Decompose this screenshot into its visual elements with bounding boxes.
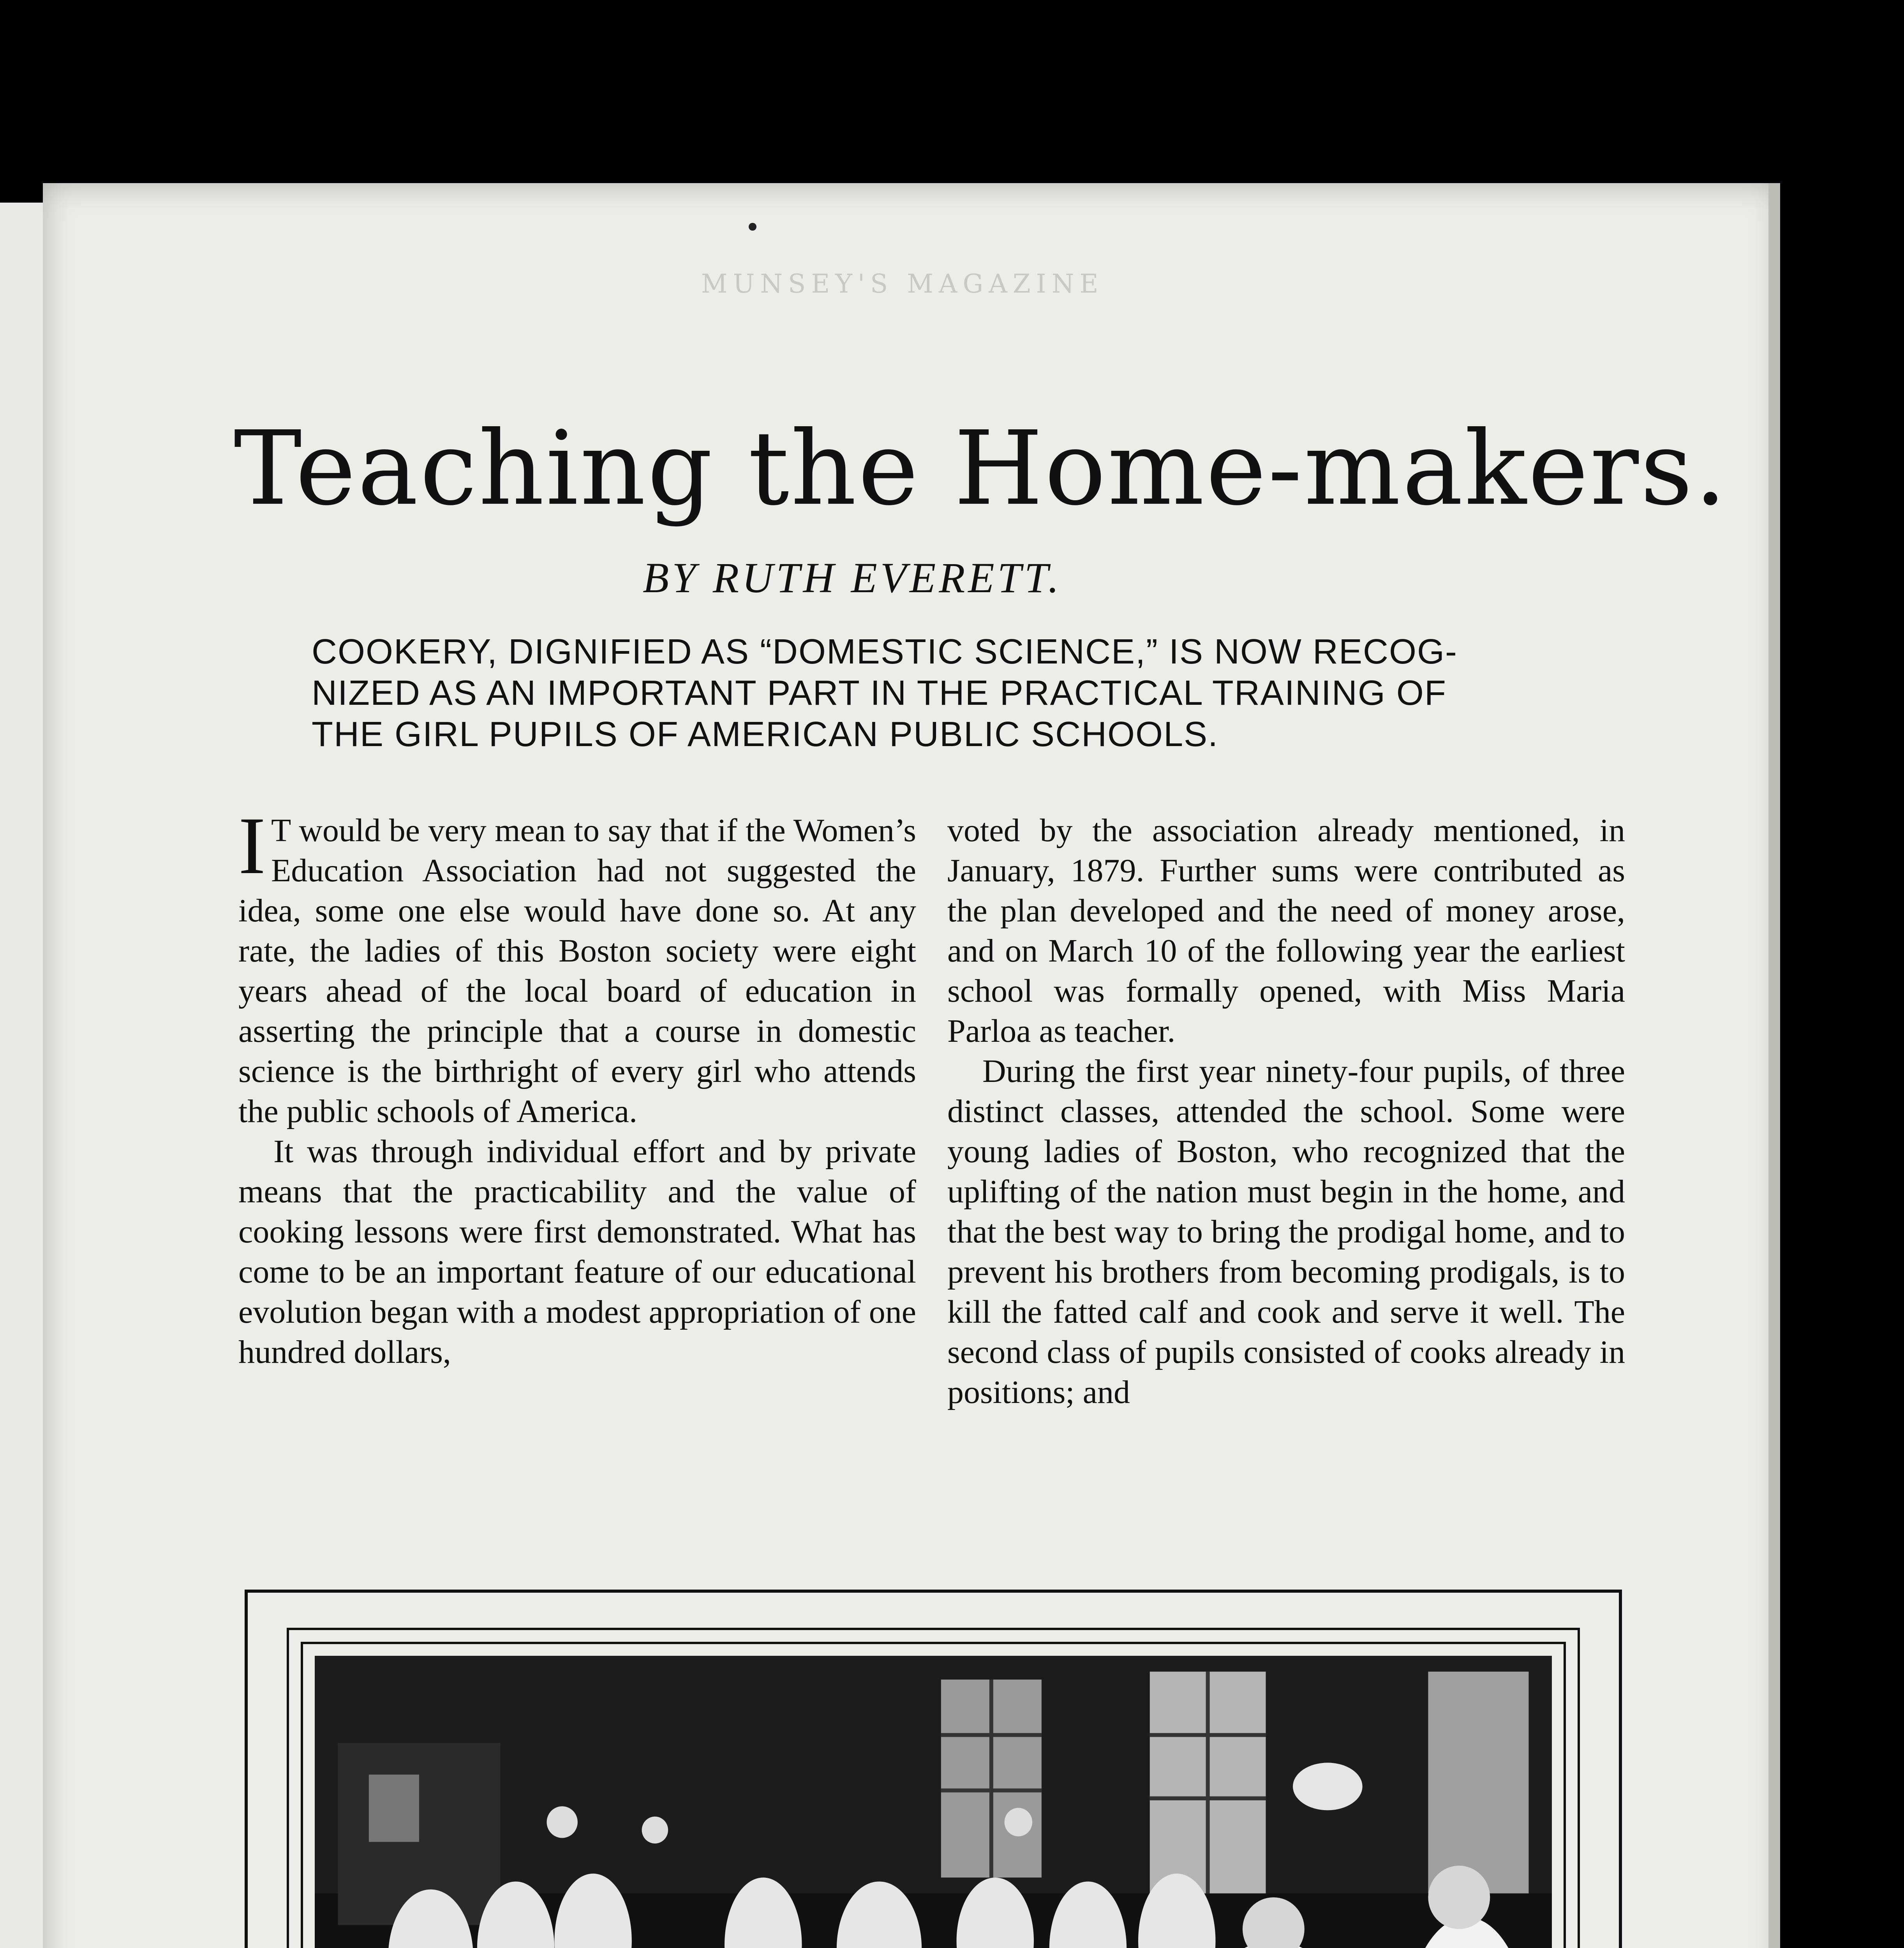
paragraph: voted by the association already mentioned, in January, 1879. Further sums were contributed as the plan developed and the need of money arose, and on March 10 of the following year the earliest school was formally opened, with Miss Maria Parloa as teacher. — [947, 812, 1625, 1049]
deck-line: NIZED AS AN IMPORTANT PART IN THE PRACTICAL TRAINING OF — [312, 674, 1447, 713]
article-title: Teaching the Home-makers. — [234, 409, 1728, 528]
page-mark — [749, 223, 756, 231]
deck-line: THE GIRL PUPILS OF AMERICAN PUBLIC SCHOOLS. — [312, 715, 1219, 754]
photo-illustration — [315, 1656, 1552, 1948]
photo-frame-rule — [287, 1628, 1580, 1948]
body-column-right — [947, 810, 1625, 1412]
photo-frame — [245, 1590, 1622, 1948]
article-deck — [312, 631, 1578, 755]
running-head: MUNSEY'S MAGAZINE — [701, 269, 1104, 299]
drop-cap: I — [238, 801, 266, 891]
deck-line: COOKERY, DIGNIFIED AS “DOMESTIC SCIENCE,” IS NOW RECOG- — [312, 632, 1458, 671]
article-byline: BY RUTH EVERETT. — [643, 554, 1062, 602]
paragraph-text: T would be very mean to say that if the Women’s Education Association had not suggested the idea, some one else would have done so. At any rate, the ladies of this Boston society were eight years ahead of the local board of education in asserting the principle that a course in domestic science is the birthright of every girl who attends the public schools of America. — [238, 812, 916, 1129]
paragraph — [238, 801, 916, 1131]
paragraph: It was through individual effort and by private means that the practicability and the value of cooking lessons were first demonstrated. What has come to be an important feature of our educational evolution began with a modest appropriation of one hundred dollars, — [238, 1133, 916, 1370]
page-edge-shadow — [1768, 183, 1780, 1948]
photo-frame-inner-rule — [301, 1642, 1566, 1948]
body-column-left — [238, 801, 916, 1372]
paragraph: During the first year ninety-four pupils, of three distinct classes, attended the school. Some were young ladies of Boston, who recognized that the uplifting of the nation must begin in the home, and that the best way to bring the prodigal home, and to prevent his brothers from becoming prodigals, is to kill the fatted calf and cook and serve it well. The second class of pupils consisted of cooks already in positions; and — [947, 1053, 1625, 1410]
cooking-class-photograph — [315, 1656, 1552, 1948]
